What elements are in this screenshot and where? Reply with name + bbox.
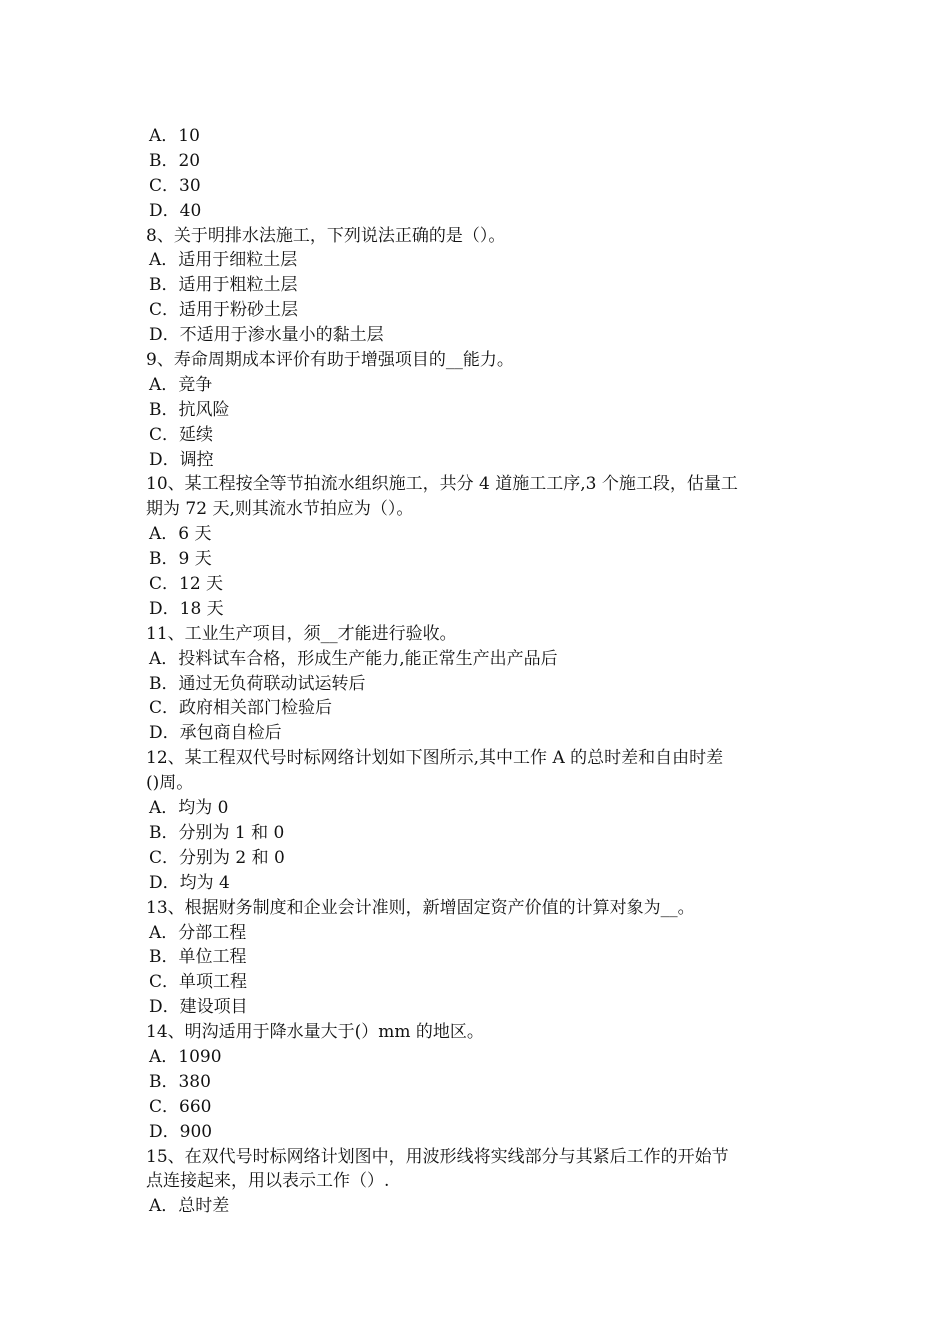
answer-option: A．10 [149, 126, 200, 146]
answer-option: D．18 天 [149, 598, 224, 619]
answer-option: C．12 天 [149, 574, 224, 595]
question-text: 11、工业生产项目，须__才能进行验收。 [146, 623, 457, 644]
answer-option: B．380 [149, 1071, 211, 1092]
question-text: 10、某工程按全等节拍流水组织施工，共分 4 道施工工序,3 个施工段，估量工 [146, 474, 738, 495]
question-text: 8、关于明排水法施工，下列说法正确的是（）。 [146, 225, 506, 246]
answer-option: B．抗风险 [149, 399, 230, 420]
answer-option: B．分别为 1 和 0 [149, 822, 285, 843]
answer-option: A．6 天 [149, 524, 212, 545]
answer-option: A．均为 0 [149, 798, 229, 819]
answer-option: D．均为 4 [149, 872, 230, 893]
answer-option: C．适用于粉砂土层 [149, 300, 299, 321]
answer-option: C．单项工程 [149, 972, 248, 993]
answer-option: A．投料试车合格，形成生产能力,能正常生产出产品后 [149, 648, 558, 669]
question-text: 期为 72 天,则其流水节拍应为（）。 [146, 499, 414, 520]
question-text: 点连接起来，用以表示工作（）. [146, 1171, 390, 1192]
answer-option: A．1090 [149, 1046, 222, 1067]
answer-option: C．延续 [149, 424, 214, 445]
answer-option: D．900 [149, 1121, 213, 1142]
answer-option: C．政府相关部门检验后 [149, 698, 333, 719]
question-text: 9、寿命周期成本评价有助于增强项目的__能力。 [146, 350, 514, 371]
question-text: 15、在双代号时标网络计划图中，用波形线将实线部分与其紧后工作的开始节 [146, 1146, 729, 1167]
answer-option: B．通过无负荷联动试运转后 [149, 673, 366, 694]
question-text: 12、某工程双代号时标网络计划如下图所示,其中工作 A 的总时差和自由时差 [146, 748, 724, 769]
answer-option: D．承包商自检后 [149, 723, 282, 744]
answer-option: A．总时差 [149, 1196, 230, 1217]
question-text: 14、明沟适用于降水量大于(）mm 的地区。 [146, 1022, 484, 1043]
answer-option: A．竞争 [149, 374, 213, 395]
answer-option: B．适用于粗粒土层 [149, 275, 298, 296]
document-body [146, 124, 810, 1219]
answer-option: C．660 [149, 1096, 212, 1117]
answer-option: D．建设项目 [149, 997, 248, 1018]
answer-option: A．适用于细粒土层 [149, 250, 298, 271]
answer-option: A．分部工程 [149, 922, 247, 943]
answer-option: D．40 [149, 200, 202, 221]
answer-option: C．分别为 2 和 0 [149, 847, 285, 868]
answer-option: B．单位工程 [149, 947, 247, 968]
answer-option: D．不适用于渗水量小的黏土层 [149, 325, 384, 346]
answer-option: C．30 [149, 175, 201, 196]
answer-option: D．调控 [149, 449, 214, 470]
question-text: ()周。 [146, 773, 194, 794]
question-text: 13、根据财务制度和企业会计准则，新增固定资产价值的计算对象为__。 [146, 897, 695, 918]
answer-option: B．20 [149, 150, 201, 171]
answer-option: B．9 天 [149, 549, 212, 570]
